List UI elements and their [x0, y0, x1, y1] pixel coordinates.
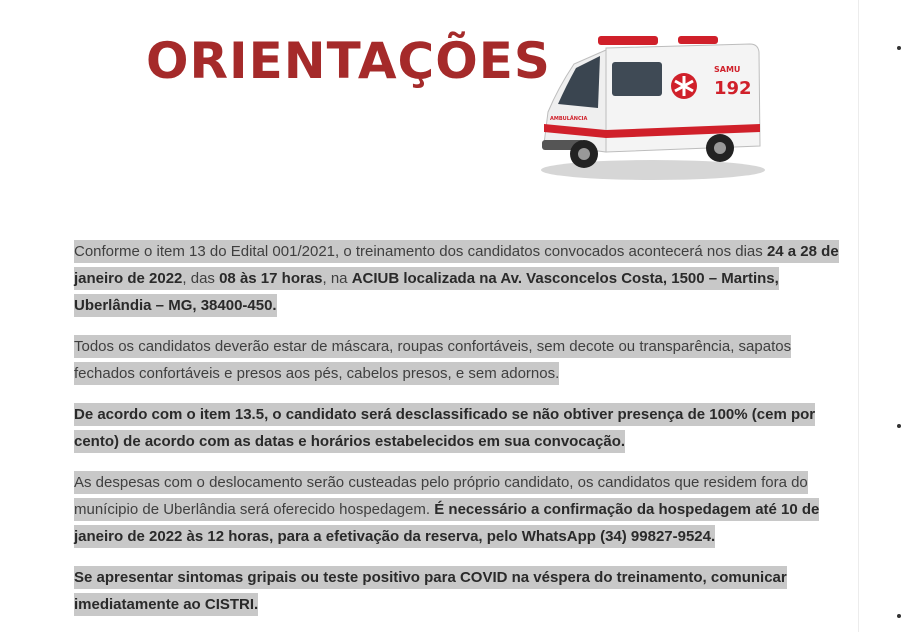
text-segment: Todos os candidatos deverão estar de máscara, roupas confortáveis, sem decote ou transparência, sapatos fechados confortáveis e presos aos pés, cabelos presos, e sem adornos. — [74, 338, 792, 382]
bold-text: 24 a 28 de janeiro de 2022 — [74, 243, 839, 287]
highlighted-text — [74, 240, 839, 317]
ambulance-number: 192 — [714, 78, 752, 99]
paragraph-4 — [74, 469, 844, 550]
text-segment: , das — [182, 270, 220, 287]
highlighted-text — [74, 403, 815, 453]
banner-title: ORIENTAÇÕES — [146, 32, 551, 90]
highlighted-text — [74, 566, 787, 616]
highlighted-text — [74, 335, 791, 385]
paragraph-5 — [74, 564, 844, 618]
ambulance-side-text: AMBULÂNCIA — [550, 116, 588, 122]
highlighted-text — [74, 471, 819, 548]
paragraph-1 — [74, 238, 844, 319]
ambulance-image — [528, 28, 768, 188]
bold-text: De acordo com o item 13.5, o candidato será desclassificado se não obtiver presença de 100% (cem por cento) de acordo com as datas e horários estabelecidos em sua convocação. — [74, 406, 816, 450]
bold-text: Se apresentar sintomas gripais ou teste positivo para COVID na véspera do treinamento, comunicar imediatamente ao CISTRI. — [74, 569, 787, 613]
orientations-text — [74, 238, 844, 632]
sidebar-divider — [858, 0, 859, 632]
bold-text: 08 às 17 horas — [219, 270, 323, 287]
ambulance-brand: SAMU — [714, 65, 741, 74]
text-segment: Conforme o item 13 do Edital 001/2021, o treinamento dos candidatos convocados acontecerá nos dias — [74, 243, 767, 260]
list-bullet — [897, 424, 901, 428]
list-bullet — [897, 46, 901, 50]
bold-text: ACIUB localizada na Av. Vasconcelos Costa, 1500 – Martins, Uberlândia – MG, 38400-450. — [74, 270, 779, 314]
list-bullet — [897, 614, 901, 618]
paragraph-2 — [74, 333, 844, 387]
text-segment: As despesas com o deslocamento serão custeadas pelo próprio candidato, os candidatos que residem fora do munícipio de Uberlândia será oferecido hospedagem. — [74, 474, 808, 518]
bold-text: É necessário a confirmação da hospedagem até 10 de janeiro de 2022 às 12 horas, para a efetivação da reserva, pelo WhatsApp (34) 99827-9524. — [74, 501, 820, 545]
text-segment: , na — [322, 270, 352, 287]
paragraph-3 — [74, 401, 844, 455]
